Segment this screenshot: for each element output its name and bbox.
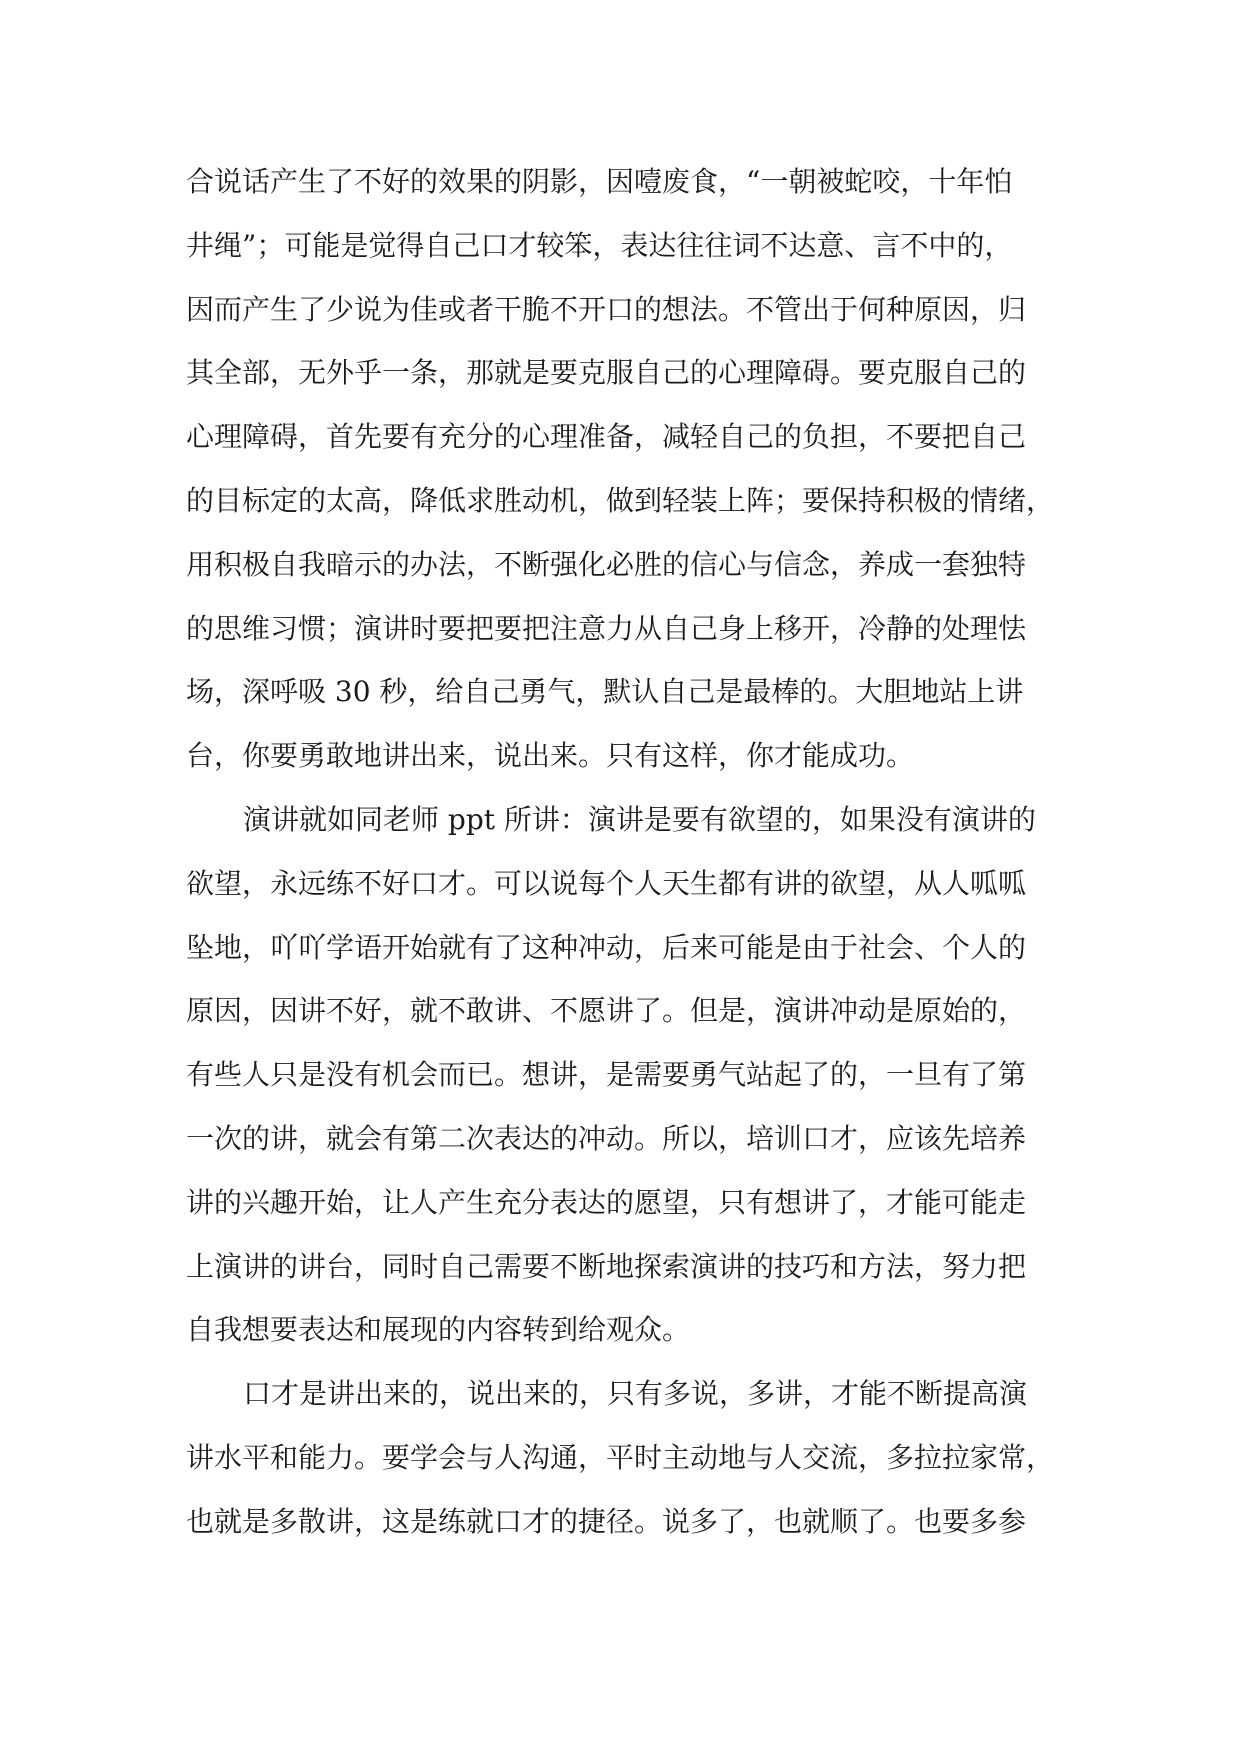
text-line: 一次的讲，就会有第二次表达的冲动。所以，培训口才，应该先培养 (186, 1121, 1027, 1155)
text-line: 合说话产生了不好的效果的阴影，因噎废食，“一朝被蛇咬，十年怕 (186, 165, 1013, 198)
text-line: 的目标定的太高，降低求胜动机，做到轻装上阵；要保持积极的情绪， (186, 483, 1055, 517)
paragraph (186, 1362, 1066, 1553)
text-line: 坠地，吖吖学语开始就有了这种冲动，后来可能是由于社会、个人的 (186, 930, 1027, 964)
text-line: 讲的兴趣开始，让人产生充分表达的愿望，只有想讲了，才能可能走 (186, 1185, 1027, 1219)
document-body (186, 150, 1066, 1554)
text-line: 讲水平和能力。要学会与人沟通，平时主动地与人交流，多拉拉家常， (186, 1440, 1055, 1474)
text-line: 场，深呼吸 30 秒，给自己勇气，默认自己是最棒的。大胆地站上讲 (186, 675, 1024, 709)
text-line: 上演讲的讲台，同时自己需要不断地探索演讲的技巧和方法，努力把 (186, 1249, 1027, 1283)
text-line: 其全部，无外乎一条，那就是要克服自己的心理障碍。要克服自己的 (186, 356, 1027, 390)
paragraph (186, 788, 1066, 1362)
text-line: 心理障碍，首先要有充分的心理准备，减轻自己的负担，不要把自己 (186, 420, 1027, 454)
text-line: 原因，因讲不好，就不敢讲、不愿讲了。但是，演讲冲动是原始的， (186, 994, 1027, 1028)
text-line: 用积极自我暗示的办法，不断强化必胜的信心与信念，养成一套独特 (186, 547, 1027, 581)
text-line: 欲望，永远练不好口才。可以说每个人天生都有讲的欲望，从人呱呱 (186, 866, 1027, 900)
text-line: 也就是多散讲，这是练就口才的捷径。说多了，也就顺了。也要多参 (186, 1504, 1027, 1538)
text-line: 有些人只是没有机会而已。想讲，是需要勇气站起了的，一旦有了第 (186, 1058, 1027, 1092)
text-line: 口才是讲出来的，说出来的，只有多说，多讲，才能不断提高演 (243, 1377, 1028, 1411)
text-line: 台，你要勇敢地讲出来，说出来。只有这样，你才能成功。 (186, 739, 915, 773)
text-line: 井绳”；可能是觉得自己口才较笨，表达往往词不达意、言不中的， (186, 228, 1013, 262)
text-line: 自我想要表达和展现的内容转到给观众。 (186, 1313, 691, 1347)
text-line: 的思维习惯；演讲时要把要把注意力从自己身上移开，冷静的处理怯 (186, 611, 1027, 645)
text-line: 演讲就如同老师 ppt 所讲：演讲是要有欲望的，如果没有演讲的 (243, 802, 1036, 836)
paragraph (186, 150, 1066, 788)
text-line: 因而产生了少说为佳或者干脆不开口的想法。不管出于何种原因，归 (186, 292, 1027, 326)
